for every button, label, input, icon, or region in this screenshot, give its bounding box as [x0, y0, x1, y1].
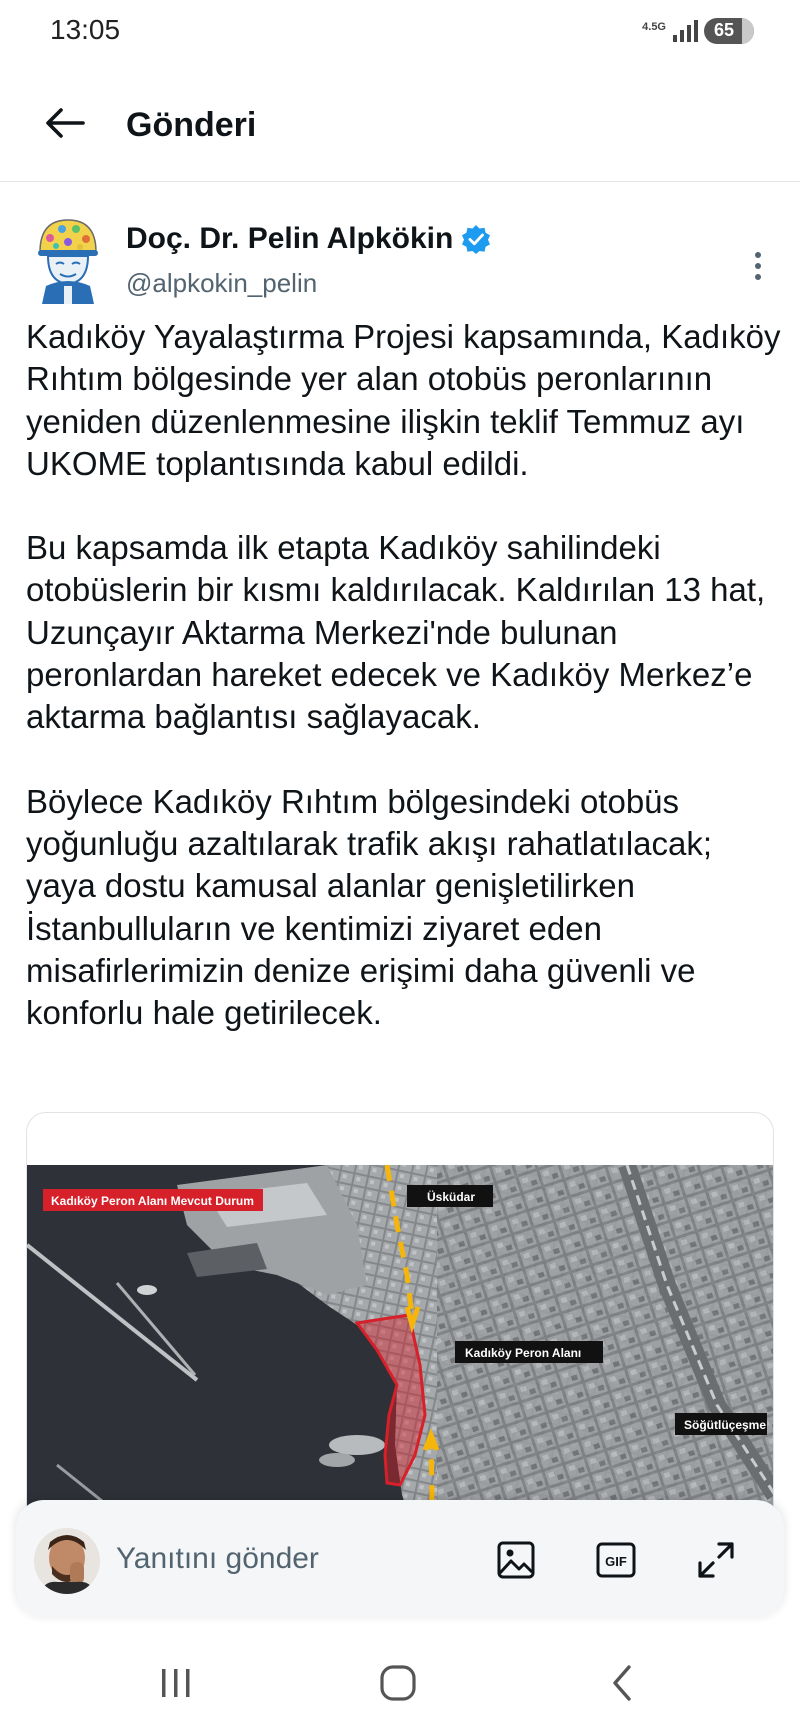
more-options-button[interactable]	[742, 242, 774, 290]
add-gif-button[interactable]	[594, 1538, 638, 1582]
system-nav-bar	[0, 1630, 800, 1734]
battery-level: 65	[713, 20, 735, 40]
battery-icon	[704, 18, 754, 44]
expand-icon	[696, 1540, 736, 1580]
home-button[interactable]	[368, 1660, 428, 1706]
signal-icon	[672, 20, 698, 42]
expand-composer-button[interactable]	[694, 1538, 738, 1582]
post-paragraph: Kadıköy Yayalaştırma Projesi kapsamında, Kadıköy Rıhtım bölgesinde yer alan otobüs peronlarının yeniden düzenlenmesine ilişkin teklif Temmuz ayı UKOME toplantısında kabul edildi.	[26, 318, 781, 482]
svg-text:GIF: GIF	[605, 1554, 627, 1569]
network-type: 4.5G	[642, 21, 666, 33]
author-handle[interactable]: @alpkokin_pelin	[126, 268, 318, 298]
media-card[interactable]	[26, 1112, 774, 1552]
home-icon	[378, 1663, 418, 1703]
status-icons	[642, 16, 754, 46]
verified-badge-icon	[461, 224, 491, 254]
status-time: 13:05	[50, 14, 121, 45]
user-avatar[interactable]	[34, 1528, 100, 1594]
page-title: Gönderi	[126, 106, 257, 144]
recent-apps-button[interactable]	[146, 1660, 206, 1706]
map-title: Kadıköy Peron Alanı Mevcut Durum	[51, 1194, 254, 1208]
author-name[interactable]: Doç. Dr. Pelin Alpkökin	[126, 222, 454, 255]
system-back-button[interactable]	[592, 1660, 652, 1706]
map-label-peron: Kadıköy Peron Alanı	[465, 1346, 582, 1360]
recent-apps-icon	[156, 1666, 196, 1700]
back-button[interactable]	[40, 98, 90, 148]
post-paragraph: Böylece Kadıköy Rıhtım bölgesindeki otobüs yoğunluğu azaltılarak trafik akışı rahatlatılacak; yaya dostu kamusal alanlar genişletilirken İstanbulluların ve kentimizi ziyaret eden misafirlerimizin denize erişimi daha güvenli ve konforlu hale getirilecek.	[26, 782, 713, 1032]
post-author	[0, 210, 800, 310]
map-image[interactable]	[27, 1165, 774, 1552]
status-bar	[0, 0, 800, 64]
arrow-left-icon	[45, 107, 85, 139]
gif-icon	[595, 1540, 637, 1580]
reply-input[interactable]	[116, 1536, 476, 1582]
more-vertical-icon	[755, 252, 761, 258]
post-paragraph: Bu kapsamda ilk etapta Kadıköy sahilindeki otobüslerin bir kısmı kaldırılacak. Kaldırılan 13 hat, Uzunçayır Aktarma Merkezi'nde bulunan peronlardan hareket edecek ve Kadıköy Merkez’e aktarma bağlantısı sağlayacak.	[26, 529, 766, 736]
user-avatar-photo	[34, 1528, 100, 1594]
map-label-sogutlucesme: Söğütlüçeşme	[684, 1418, 767, 1432]
post-text	[26, 316, 786, 1034]
add-image-button[interactable]	[494, 1538, 538, 1582]
image-icon	[496, 1540, 536, 1580]
avatar-illustration	[34, 216, 102, 304]
author-avatar[interactable]	[34, 216, 102, 304]
back-icon	[607, 1663, 637, 1703]
header	[0, 64, 800, 182]
reply-bar	[16, 1500, 784, 1618]
author-name-row	[126, 222, 491, 256]
map-label-uskudar: Üsküdar	[427, 1190, 476, 1204]
